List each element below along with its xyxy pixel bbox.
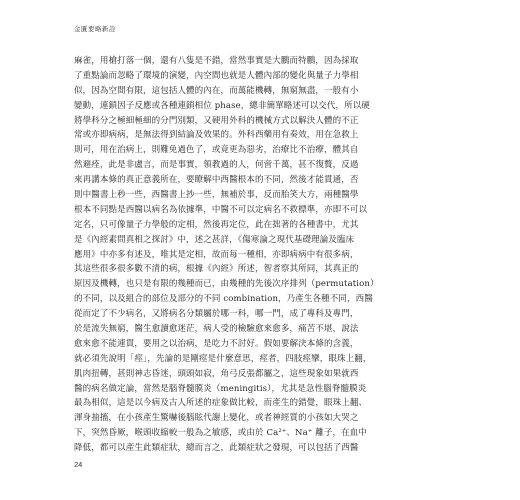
text-line: 愈來愈不能連貫，要用之以治病，是吃力不討好。假如要解決本條的含義，	[74, 338, 359, 349]
text-line: 來再講本條的真正意義所在，要瞭解中西醫根本的不同，然後才能貫通，否	[74, 175, 359, 186]
text-line: 將學科分之極細極細的分門別類，又硬用外科的機械方式以解決人體的不正	[74, 115, 359, 126]
text-line: 其這些很多很多數不清的病，根據《內經》所述，智者察其所同，其真正的	[74, 264, 359, 275]
text-line: 渾身抽搐，在小孩產生驚嚇後腦眩代謝上變化，或者神經質的小孩如大哭之	[74, 413, 359, 424]
text-line: 麻雀，用槍打落一個，還有八隻是不錯，當然事實是大鵬而特鵬，因為採取	[74, 56, 359, 66]
text-line: 醫的病名做定論，當然是腦脊髓膜炎（meningitis），尤其是急性腦脊髓膜炎	[74, 383, 367, 394]
text-line: 原因及機轉，也只是有限的幾種而已，由幾種的先後次序排列（permutation）	[74, 279, 379, 290]
page-number: 24	[74, 460, 83, 469]
text-line: 應用》中亦多有述及，唯其是定相，故而每一種相，亦即病病中有很多病，	[74, 249, 359, 260]
text-line: 於是流失無窮，醫生愈讀愈迷茫，病人受的檢驗愈來愈多，痛苦不堪，說法	[74, 324, 359, 335]
text-line: 似，因為空間有限，這包括人體的內在，而萬能機轉，無窮無盡，一般有小	[74, 85, 359, 96]
text-line: 肌肉扭轉，甚則神志昏迷，頭頭如寂，角弓反張都屬之，這些現象如果就西	[74, 368, 359, 379]
text-line: 最為相似，這是以今病及古人所述的症象做比較，而產生的錯覺，眼珠上翻、	[74, 398, 368, 409]
text-line: 則可，用在治病上，則難免過色了，或竟更為惡劣，治療比不治療，體其自	[74, 145, 359, 156]
text-line: 是《內經素問真相之探討》中，述之甚詳，《傷寒論之現代基礎理論及臨床	[74, 234, 355, 245]
text-line: 常或亦即病病，是無法得到結論及效果的。外科西藥用有奏效，用在急救上	[74, 130, 359, 141]
text-line: 降低，都可以產生此類症狀，總而言之，此類症狀之發現，可以包括了西醫	[74, 443, 359, 454]
text-line: 定名，只可像量子力學般的定相，然後再定位，此在拙著的各種書中，尤其	[74, 219, 359, 230]
text-line: 了重點論而忽略了環境的演變，內空間也就是人體內部的變化與量子力學相	[74, 70, 359, 81]
text-line: 則中醫書上秒一些，西醫書上抄一些，無補於事，反而胎笑大方，兩種醫學	[74, 190, 359, 201]
text-line: 變動，連鎖因子反應或各種連鎖相位 phase，總非簡單略述可以交代，所以硬	[74, 100, 371, 111]
text-line: 根本不同點是西醫以病名為依據準，中醫不可以定病名不救標準，亦即不可以	[74, 204, 368, 215]
text-line: 從而定了不少病名，又將病名分類屬於哪一科，哪一門，成了專科及專門，	[74, 309, 359, 320]
running-header: 金匱要略新詮	[74, 25, 116, 33]
body-text	[74, 54, 462, 456]
text-line: 然避痊，此是非盧言，而是事實，領教過的人，何啻千萬，甚不復贅，反過	[74, 160, 359, 171]
text-line: 下，突然昏厥，喉頭收縮較一般為之敏感，或由於 Ca²⁺、Na⁺ 離子，在血中	[74, 428, 367, 439]
text-line: 的不同，以及組合的部位及部分的不同 combination，乃產生各種不同，西醫	[74, 294, 373, 305]
text-line: 就必須先說明「痙」，先論的是剛痙是什麼意思，痙者，四肢痙攣，眼珠上翻，	[74, 353, 372, 364]
